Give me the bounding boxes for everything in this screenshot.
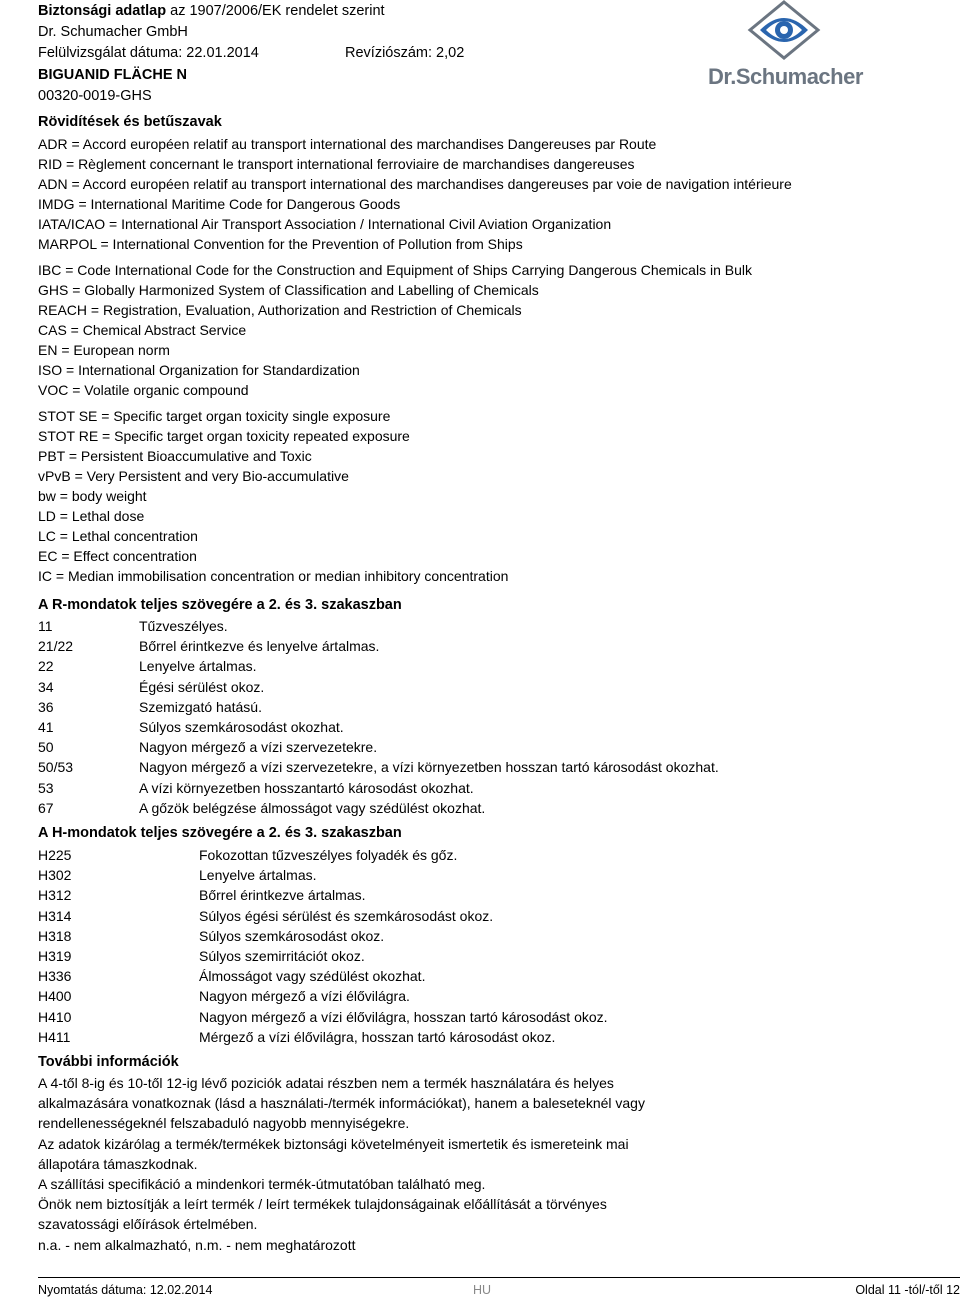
r-phrase-row — [38, 636, 938, 656]
h-statement-text: Nagyon mérgező a vízi élővilágra. — [199, 988, 410, 1005]
h-statement-row — [38, 865, 938, 885]
abbreviation-item: bw = body weight — [38, 488, 147, 504]
abbreviation-item: EN = European norm — [38, 342, 170, 358]
abbreviation-item: MARPOL = International Convention for the Prevention of Pollution from Ships — [38, 236, 523, 252]
abbreviation-item: ADN = Accord européen relatif au transport international des marchandises dangereuses par voie de navigation intérieure — [38, 176, 792, 192]
h-statement-text: Lenyelve ártalmas. — [199, 867, 317, 884]
product-name: BIGUANID FLÄCHE N — [38, 67, 188, 83]
r-phrase-row — [38, 757, 938, 777]
further-info-line: Az adatok kizárólag a termék/termékek biztonsági követelményeit ismertetik és ismereteink mai — [38, 1135, 629, 1152]
r-phrase-text: Nagyon mérgező a vízi szervezetekre. — [139, 739, 378, 756]
r-phrase-text: Bőrrel érintkezve és lenyelve ártalmas. — [139, 638, 380, 655]
r-phrase-code: 34 — [38, 678, 54, 695]
abbreviation-item: VOC = Volatile organic compound — [38, 382, 249, 398]
h-statement-row — [38, 926, 938, 946]
company-logo — [706, 0, 862, 92]
r-phrase-row — [38, 697, 938, 717]
abbreviation-item: REACH = Registration, Evaluation, Authorization and Restriction of Chemicals — [38, 302, 522, 318]
h-statement-text: Súlyos szemkárosodást okoz. — [199, 927, 385, 944]
r-phrase-row — [38, 737, 938, 757]
further-info-line: n.a. - nem alkalmazható, n.m. - nem meghatározott — [38, 1236, 356, 1253]
r-phrase-code: 50/53 — [38, 759, 74, 776]
further-info-line: alkalmazására vonatkoznak (lásd a használati-/termék információkat), hanem a baleseteknél vagy — [38, 1095, 645, 1112]
h-statement-code: H314 — [38, 907, 72, 924]
logo-wordmark: Dr.Schumacher — [708, 64, 863, 89]
r-phrases-list — [38, 616, 938, 818]
h-statements-list — [38, 845, 938, 1047]
h-statement-row — [38, 946, 938, 966]
r-phrase-code: 21/22 — [38, 638, 74, 655]
page-number: Oldal 11 -tól/-től 12 — [855, 1283, 960, 1297]
r-phrase-text: Lenyelve ártalmas. — [139, 658, 257, 675]
company-name: Dr. Schumacher GmbH — [38, 24, 188, 40]
abbreviation-item: ISO = International Organization for Standardization — [38, 362, 360, 378]
further-info-line: Önök nem biztosítják a leírt termék / leírt termékek tulajdonságainak előállítását a törvényes — [38, 1196, 607, 1213]
h-statement-text: Bőrrel érintkezve ártalmas. — [199, 887, 366, 904]
abbreviation-item: STOT RE = Specific target organ toxicity repeated exposure — [38, 428, 410, 444]
abbreviation-item: RID = Règlement concernant le transport international ferroviaire de marchandises dangereuses — [38, 156, 635, 172]
title-regulation: az 1907/2006/EK rendelet szerint — [166, 3, 385, 19]
abbreviation-item: STOT SE = Specific target organ toxicity single exposure — [38, 408, 391, 424]
r-phrase-row — [38, 798, 938, 818]
r-phrase-code: 36 — [38, 698, 54, 715]
r-phrase-text: A vízi környezetben hosszantartó károsodást okozhat. — [139, 779, 474, 796]
abbreviation-item: LD = Lethal dose — [38, 508, 145, 524]
abbreviation-item: vPvB = Very Persistent and very Bio-accumulative — [38, 468, 349, 484]
abbreviation-item: IBC = Code International Code for the Construction and Equipment of Ships Carrying Dangerous Chemicals in Bulk — [38, 262, 752, 278]
h-statement-row — [38, 906, 938, 926]
h-statement-text: Nagyon mérgező a vízi élővilágra, hosszan tartó károsodást okoz. — [199, 1008, 608, 1025]
abbreviation-item: PBT = Persistent Bioaccumulative and Toxic — [38, 448, 312, 464]
r-phrase-text: Súlyos szemkárosodást okozhat. — [139, 718, 344, 735]
abbreviations-list — [38, 134, 938, 586]
h-statement-text: Mérgező a vízi élővilágra, hosszan tartó károsodást okoz. — [199, 1028, 556, 1045]
h-statement-text: Súlyos szemirritációt okoz. — [199, 947, 365, 964]
r-phrase-row — [38, 616, 938, 636]
language-code: HU — [473, 1283, 492, 1297]
r-phrase-text: Szemizgató hatású. — [139, 698, 262, 715]
r-phrase-text: Nagyon mérgező a vízi szervezetekre, a vízi környezetben hosszan tartó károsodást okozhat. — [139, 759, 719, 776]
product-code: 00320-0019-GHS — [38, 88, 152, 104]
r-phrase-row — [38, 677, 938, 697]
h-statement-row — [38, 1007, 938, 1027]
h-statement-row — [38, 885, 938, 905]
h-statement-code: H319 — [38, 947, 72, 964]
document-title — [38, 3, 385, 19]
further-info-line: A szállítási specifikáció a mindenkori termék-útmutatóban található meg. — [38, 1175, 486, 1192]
further-info-line: állapotára támaszkodnak. — [38, 1155, 198, 1172]
h-statement-code: H410 — [38, 1008, 72, 1025]
r-phrase-text: Égési sérülést okoz. — [139, 678, 265, 695]
h-statement-code: H411 — [38, 1028, 71, 1045]
h-statement-code: H302 — [38, 867, 72, 884]
r-phrase-code: 67 — [38, 799, 54, 816]
abbreviation-item: ADR = Accord européen relatif au transport international des marchandises Dangereuses par Route — [38, 136, 657, 152]
abbreviation-item: IMDG = International Maritime Code for Dangerous Goods — [38, 196, 401, 212]
further-info-body — [38, 1073, 918, 1255]
r-phrase-code: 50 — [38, 739, 54, 756]
r-phrase-text: Tűzveszélyes. — [139, 618, 228, 634]
title-bold: Biztonsági adatlap — [38, 3, 167, 19]
h-statement-code: H225 — [38, 847, 72, 863]
h-statement-row — [38, 1027, 938, 1047]
r-phrase-text: A gőzök belégzése álmosságot vagy szédülést okozhat. — [139, 799, 486, 816]
r-phrase-code: 11 — [38, 618, 53, 634]
h-statement-text: Fokozottan tűzveszélyes folyadék és gőz. — [199, 847, 458, 863]
abbreviation-item: IATA/ICAO = International Air Transport Association / International Civil Aviation Organization — [38, 216, 612, 232]
revision-number: Revíziószám: 2,02 — [345, 45, 465, 61]
r-phrase-row — [38, 778, 938, 798]
h-statement-row — [38, 986, 938, 1006]
h-statement-text: Súlyos égési sérülést és szemkárosodást okoz. — [199, 907, 494, 924]
print-date: Nyomtatás dátuma: 12.02.2014 — [38, 1283, 213, 1297]
abbreviations-title: Rövidítések és betűszavak — [38, 114, 222, 130]
h-statement-code: H318 — [38, 927, 72, 944]
h-statement-text: Álmosságot vagy szédülést okozhat. — [199, 968, 426, 985]
abbreviation-item: EC = Effect concentration — [38, 548, 197, 564]
r-phrase-code: 22 — [38, 658, 54, 675]
abbreviation-item: CAS = Chemical Abstract Service — [38, 322, 247, 338]
h-statements-title: A H-mondatok teljes szövegére a 2. és 3. szakaszban — [38, 825, 402, 841]
h-statement-code: H336 — [38, 968, 72, 985]
footer-divider — [38, 1277, 960, 1278]
further-info-line: A 4-től 8-ig és 10-től 12-ig lévő poziciók adatai részben nem a termék használatára és helyes — [38, 1075, 614, 1091]
r-phrase-row — [38, 717, 938, 737]
further-info-line: rendellenességeknél felszabaduló nagyobb mennyiségekre. — [38, 1115, 410, 1132]
h-statement-row — [38, 845, 938, 865]
logo-eye-icon — [706, 0, 862, 64]
r-phrase-row — [38, 656, 938, 676]
r-phrases-title: A R-mondatok teljes szövegére a 2. és 3. szakaszban — [38, 597, 402, 613]
review-line — [38, 45, 465, 61]
h-statement-row — [38, 966, 938, 986]
h-statement-code: H312 — [38, 887, 72, 904]
further-info-title: További információk — [38, 1054, 179, 1070]
review-date: Felülvizsgálat dátuma: 22.01.2014 — [38, 45, 259, 61]
abbreviation-item: LC = Lethal concentration — [38, 528, 198, 544]
abbreviation-item: GHS = Globally Harmonized System of Classification and Labelling of Chemicals — [38, 282, 539, 298]
further-info-line: szavatossági előírások értelmében. — [38, 1216, 258, 1233]
r-phrase-code: 53 — [38, 779, 54, 796]
r-phrase-code: 41 — [38, 718, 54, 735]
abbreviation-item: IC = Median immobilisation concentration or median inhibitory concentration — [38, 568, 509, 584]
h-statement-code: H400 — [38, 988, 72, 1005]
